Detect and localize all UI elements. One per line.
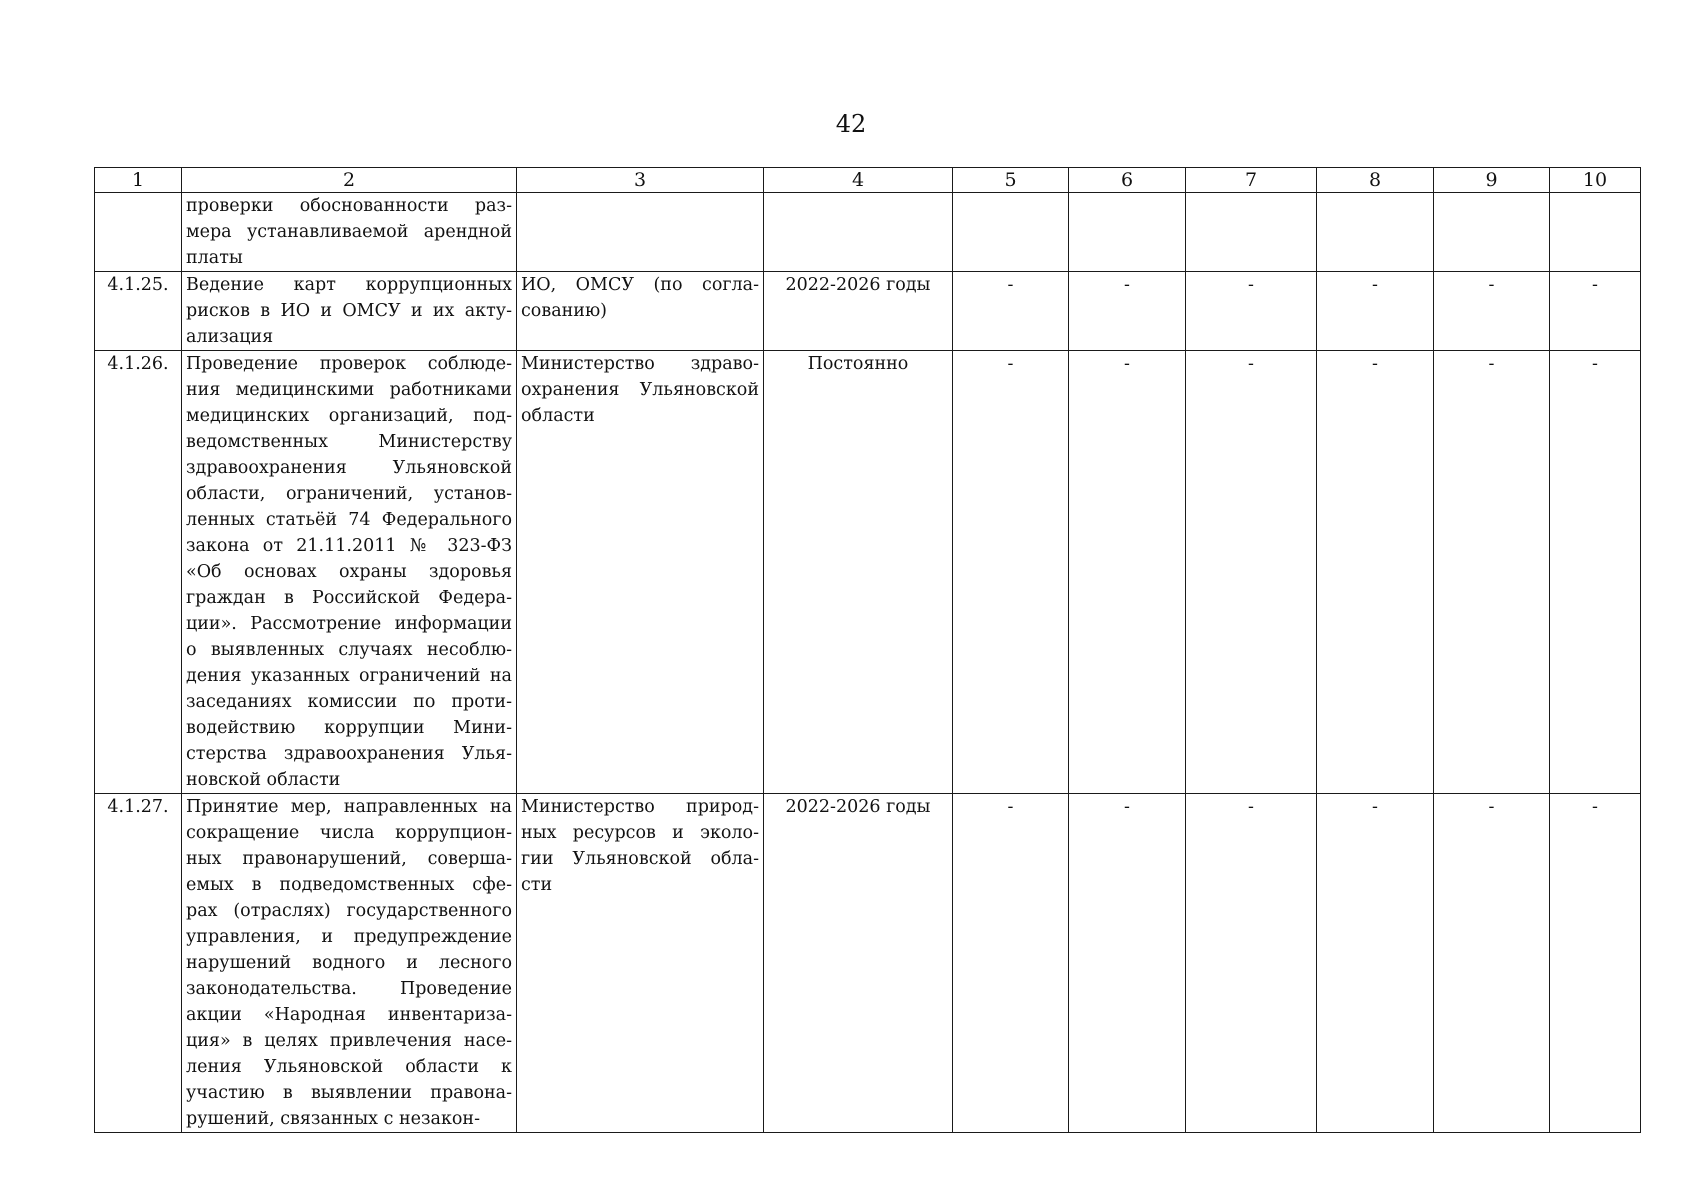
description-line: ция» в целях привлечения насе- [186,1031,512,1051]
row-number: 4.1.25. [95,272,182,351]
description-line: проверки обоснованности раз- [186,196,512,216]
row-value-col-10 [1550,193,1641,272]
row-value-col-5: - [953,794,1069,1133]
row-period [764,193,953,272]
table-row [95,272,1641,351]
table-body [95,193,1641,1133]
row-value-col-6: - [1069,351,1186,794]
row-value-col-9: - [1434,272,1550,351]
row-description [182,272,517,351]
description-line: акции «Народная инвентариза- [186,1005,512,1025]
column-header-6: 6 [1069,168,1186,193]
row-value-col-6: - [1069,272,1186,351]
description-line: Принятие мер, направленных на [186,797,512,817]
row-value-col-9: - [1434,351,1550,794]
description-line: заседаниях комиссии по проти- [186,692,512,712]
row-value-col-9 [1434,193,1550,272]
row-executor [517,272,764,351]
column-header-3: 3 [517,168,764,193]
executor-line: сованию) [521,301,608,321]
executor-line: охранения Ульяновской [521,380,759,400]
description-line: ленных статьёй 74 Федерального [186,510,512,530]
column-header-7: 7 [1186,168,1317,193]
description-line: рисков в ИО и ОМСУ и их акту- [186,301,512,321]
column-header-1: 1 [95,168,182,193]
description-line: платы [186,248,243,268]
row-period: Постоянно [764,351,953,794]
description-line: закона от 21.11.2011 № 323-ФЗ [186,536,512,556]
table-row [95,351,1641,794]
table-header-row [95,168,1641,193]
row-value-col-5: - [953,351,1069,794]
row-description [182,193,517,272]
description-line: стерства здравоохранения Улья- [186,744,512,764]
row-value-col-8: - [1317,794,1434,1133]
row-value-col-7: - [1186,272,1317,351]
description-line: рушений, связанных с незакон- [186,1109,481,1129]
column-header-9: 9 [1434,168,1550,193]
description-line: ведомственных Министерству [186,432,512,452]
row-period: 2022-2026 годы [764,794,953,1133]
description-line: ализация [186,327,274,347]
description-line: законодательства. Проведение [186,979,512,999]
description-line: водействию коррупции Мини- [186,718,512,738]
row-value-col-7: - [1186,351,1317,794]
description-line: ния медицинскими работниками [186,380,512,400]
description-line: ления Ульяновской области к [186,1057,512,1077]
row-description [182,351,517,794]
row-executor [517,794,764,1133]
row-description [182,794,517,1133]
description-line: здравоохранения Ульяновской [186,458,512,478]
description-line: «Об основах охраны здоровья [186,562,512,582]
executor-line: области [521,406,595,426]
description-line: новской области [186,770,341,790]
description-line: Проведение проверок соблюде- [186,354,512,374]
description-line: участию в выявлении правона- [186,1083,512,1103]
row-value-col-10: - [1550,794,1641,1133]
row-value-col-5: - [953,272,1069,351]
executor-line: сти [521,875,553,895]
description-line: ции». Рассмотрение информации [186,614,512,634]
row-value-col-8 [1317,193,1434,272]
table-row [95,193,1641,272]
description-line: ных правонарушений, соверша- [186,849,512,869]
description-line: дения указанных ограничений на [186,666,512,686]
page-number: 42 [835,110,867,138]
row-value-col-8: - [1317,351,1434,794]
row-executor [517,351,764,794]
description-line: сокращение числа коррупцион- [186,823,512,843]
description-line: о выявленных случаях несоблю- [186,640,512,660]
row-value-col-6 [1069,193,1186,272]
description-line: Ведение карт коррупционных [186,275,512,295]
executor-line: Министерство здраво- [521,354,759,374]
executor-line: ных ресурсов и эколо- [521,823,759,843]
row-value-col-10: - [1550,272,1641,351]
executor-line: Министерство природ- [521,797,759,817]
row-executor [517,193,764,272]
description-line: медицинских организаций, под- [186,406,512,426]
description-line: рах (отраслях) государственного [186,901,512,921]
row-value-col-7: - [1186,794,1317,1133]
description-line: емых в подведомственных сфе- [186,875,512,895]
column-header-5: 5 [953,168,1069,193]
executor-line: гии Ульяновской обла- [521,849,759,869]
row-number: 4.1.27. [95,794,182,1133]
column-header-8: 8 [1317,168,1434,193]
row-value-col-8: - [1317,272,1434,351]
row-value-col-6: - [1069,794,1186,1133]
row-number: 4.1.26. [95,351,182,794]
executor-line: ИО, ОМСУ (по согла- [521,275,759,295]
plan-table [94,167,1641,1133]
description-line: мера устанавливаемой арендной [186,222,512,242]
row-number [95,193,182,272]
row-value-col-10: - [1550,351,1641,794]
column-header-2: 2 [182,168,517,193]
row-value-col-5 [953,193,1069,272]
column-header-4: 4 [764,168,953,193]
description-line: области, ограничений, установ- [186,484,512,504]
table-row [95,794,1641,1133]
row-value-col-7 [1186,193,1317,272]
description-line: граждан в Российской Федера- [186,588,512,608]
description-line: нарушений водного и лесного [186,953,512,973]
row-value-col-9: - [1434,794,1550,1133]
description-line: управления, и предупреждение [186,927,512,947]
row-period: 2022-2026 годы [764,272,953,351]
column-header-10: 10 [1550,168,1641,193]
